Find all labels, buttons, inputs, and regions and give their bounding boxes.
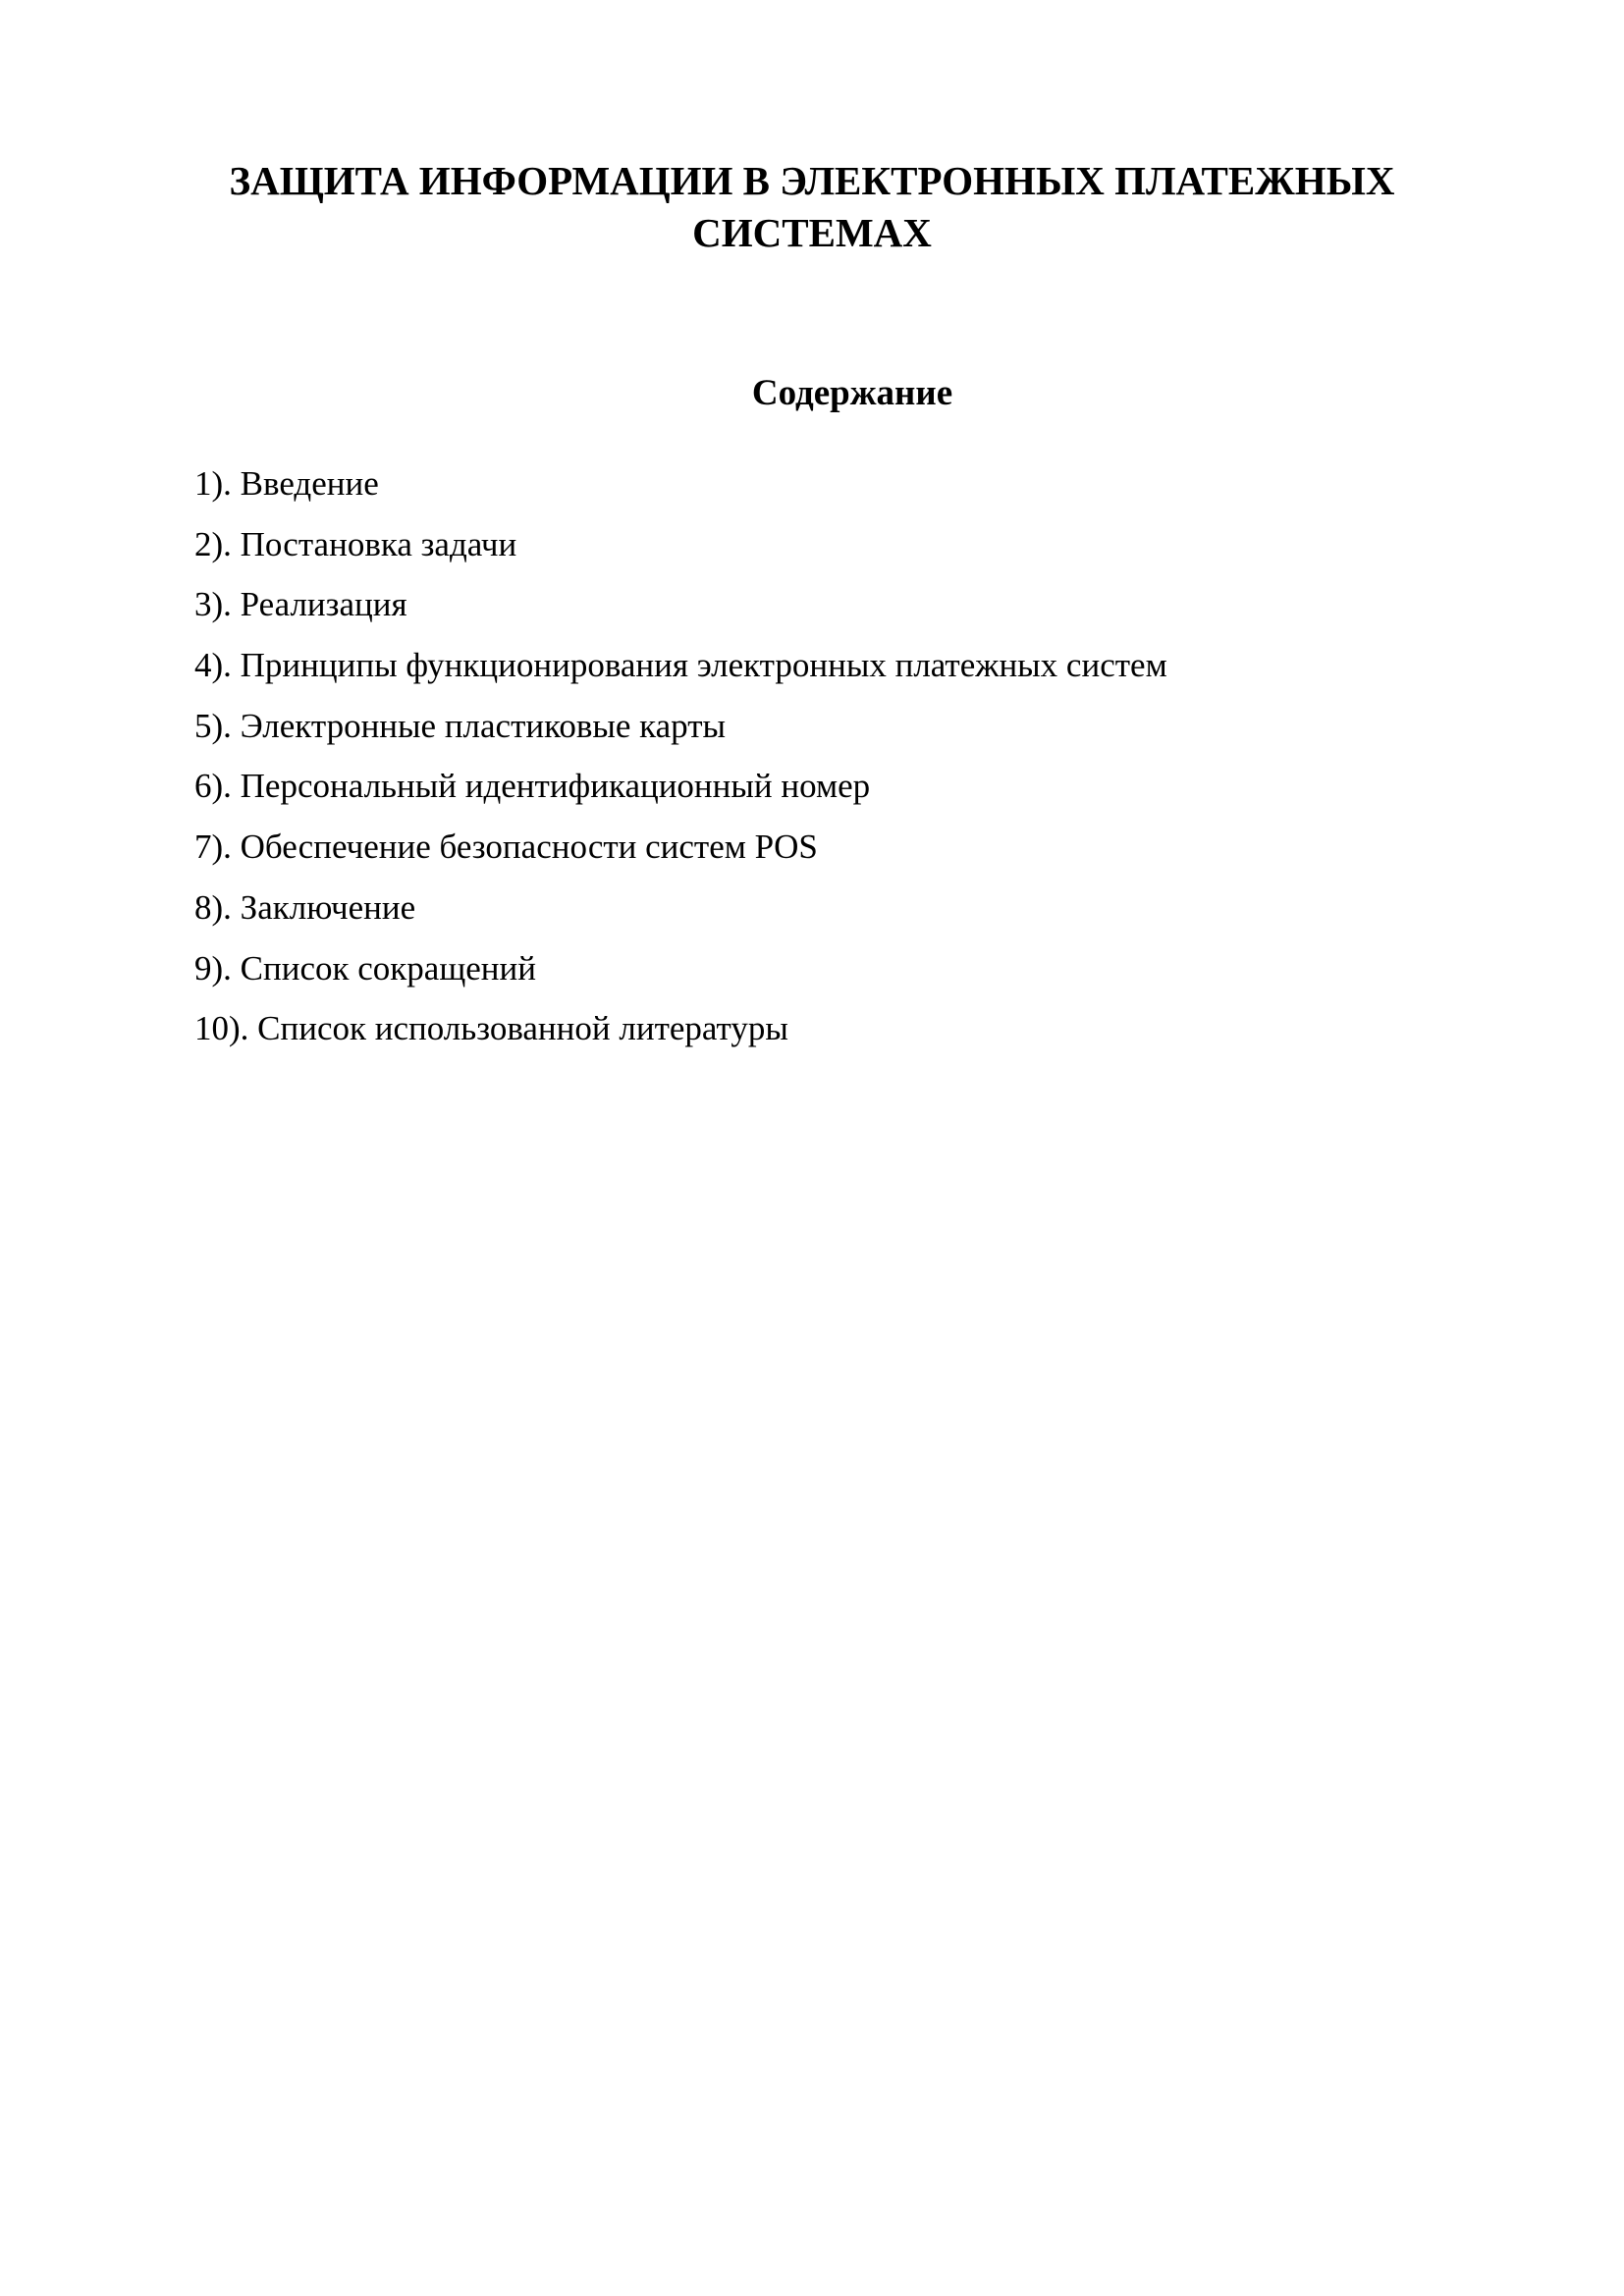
document-title (0, 155, 1624, 259)
document-title-line-1: ЗАЩИТА ИНФОРМАЦИИ В ЭЛЕКТРОННЫХ ПЛАТЕЖНЫХ (229, 158, 1395, 203)
toc-item-references: 10). Список использованной литературы (194, 1009, 788, 1048)
toc-item-problem-statement: 2). Постановка задачи (194, 524, 517, 563)
toc-item-plastic-cards: 5). Электронные пластиковые карты (194, 706, 727, 745)
toc-heading: Содержание (751, 373, 953, 413)
toc-item-abbreviations: 9). Список сокращений (194, 948, 537, 988)
document-title-line-2: СИСТЕМАХ (692, 210, 932, 255)
toc-item-introduction: 1). Введение (194, 464, 379, 503)
toc-item-pin: 6). Персональный идентификационный номер (194, 767, 871, 806)
toc-item-principles: 4). Принципы функционирования электронных платежных систем (194, 646, 1167, 685)
toc-item-pos-security: 7). Обеспечение безопасности систем POS (194, 828, 818, 867)
toc-item-implementation: 3). Реализация (194, 585, 407, 624)
toc-item-conclusion: 8). Заключение (194, 887, 416, 927)
table-of-contents (194, 454, 1471, 1059)
